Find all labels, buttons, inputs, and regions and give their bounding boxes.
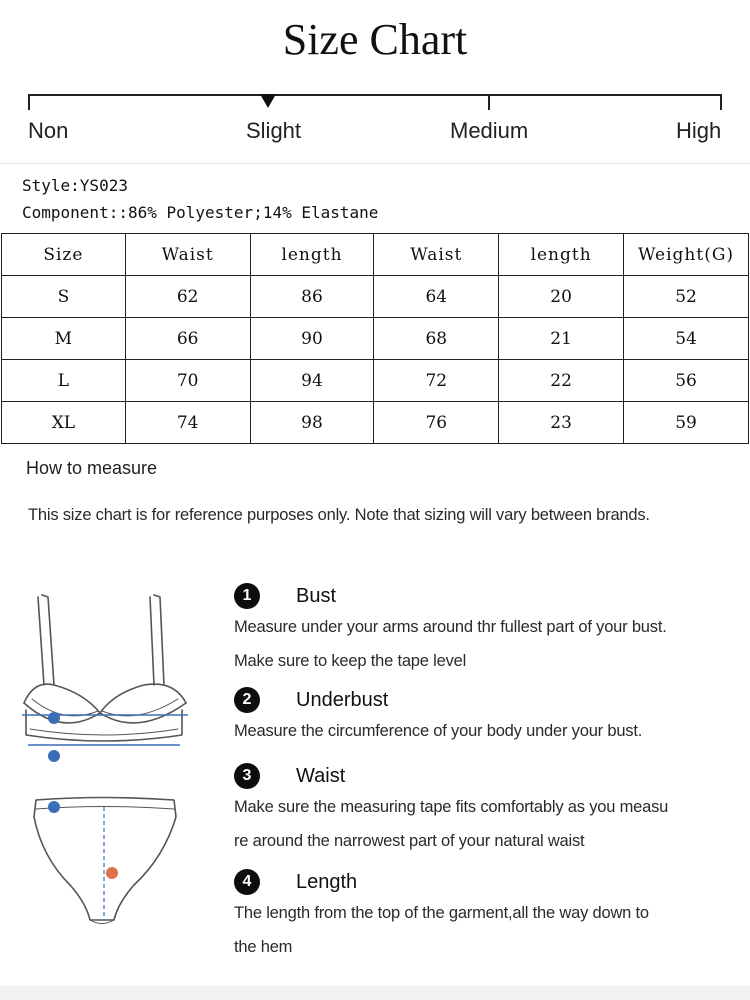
table-cell: 70: [125, 360, 250, 402]
scale-label-high: High: [676, 118, 722, 143]
number-2-icon: 2: [234, 687, 260, 713]
table-cell: 66: [125, 318, 250, 360]
bottom-band: [0, 986, 750, 1000]
number-4-icon: 4: [234, 869, 260, 895]
column-header: length: [499, 234, 624, 276]
step-text: Measure under your arms around thr fullest part of your bust.: [234, 618, 667, 636]
table-row: [2, 276, 749, 318]
step-title: Length: [296, 870, 358, 893]
scale-label-non: Non: [28, 118, 69, 143]
step-text: Measure the circumference of your body under your bust.: [234, 722, 643, 740]
scale-line: [28, 94, 722, 96]
step-title: Underbust: [296, 688, 389, 711]
scale-tick: [720, 94, 722, 110]
table-row: [2, 402, 749, 444]
column-header: Waist: [374, 234, 499, 276]
size-table: [1, 233, 749, 444]
step-waist: [234, 762, 734, 858]
divider: [0, 163, 750, 164]
column-header: Waist: [125, 234, 250, 276]
table-cell: 22: [499, 360, 624, 402]
table-cell: 98: [250, 402, 374, 444]
table-cell: 64: [374, 276, 499, 318]
table-cell: 72: [374, 360, 499, 402]
scale-tick: [28, 94, 30, 110]
number-1-icon: 1: [234, 583, 260, 609]
table-cell: 21: [499, 318, 624, 360]
step-length: [234, 868, 734, 964]
table-cell: 54: [624, 318, 749, 360]
scale-selected-marker-icon: [260, 94, 276, 108]
table-cell: XL: [2, 402, 126, 444]
scale-label-medium: Medium: [450, 118, 529, 143]
step-text: Make sure to keep the tape level: [234, 652, 467, 670]
table-cell: 62: [125, 276, 250, 318]
column-header: Size: [2, 234, 126, 276]
step-text: re around the narrowest part of your natural waist: [234, 832, 585, 850]
page-title: Size Chart: [282, 15, 468, 64]
step-title: Bust: [296, 584, 337, 607]
table-row: [2, 318, 749, 360]
table-cell: 90: [250, 318, 374, 360]
table-cell: 76: [374, 402, 499, 444]
how-to-measure-title: How to measure: [26, 458, 158, 478]
step-title: Waist: [296, 764, 346, 787]
garment-illustration-icon: [14, 585, 194, 955]
table-cell: L: [2, 360, 126, 402]
table-cell: 20: [499, 276, 624, 318]
table-cell: 59: [624, 402, 749, 444]
table-header-row: [2, 234, 749, 276]
number-3-icon: 3: [234, 763, 260, 789]
style-code: Style:YS023: [22, 176, 128, 195]
scale-label-slight: Slight: [246, 118, 302, 143]
table-cell: S: [2, 276, 126, 318]
table-cell: 74: [125, 402, 250, 444]
column-header: Weight(G): [624, 234, 749, 276]
table-cell: 86: [250, 276, 374, 318]
step-underbust: [234, 686, 734, 748]
component-text: Component::86% Polyester;14% Elastane: [22, 203, 379, 222]
table-row: [2, 360, 749, 402]
reference-note: This size chart is for reference purposes only. Note that sizing will vary between brands.: [28, 506, 650, 524]
step-text: the hem: [234, 938, 293, 956]
table-cell: 68: [374, 318, 499, 360]
scale-tick: [488, 94, 490, 110]
column-header: length: [250, 234, 374, 276]
table-cell: 94: [250, 360, 374, 402]
table-cell: M: [2, 318, 126, 360]
table-cell: 23: [499, 402, 624, 444]
step-bust: [234, 582, 734, 678]
step-text: Make sure the measuring tape fits comfortably as you measu: [234, 798, 669, 816]
table-cell: 52: [624, 276, 749, 318]
step-text: The length from the top of the garment,all the way down to: [234, 904, 649, 922]
table-cell: 56: [624, 360, 749, 402]
stretch-scale: [28, 88, 722, 158]
